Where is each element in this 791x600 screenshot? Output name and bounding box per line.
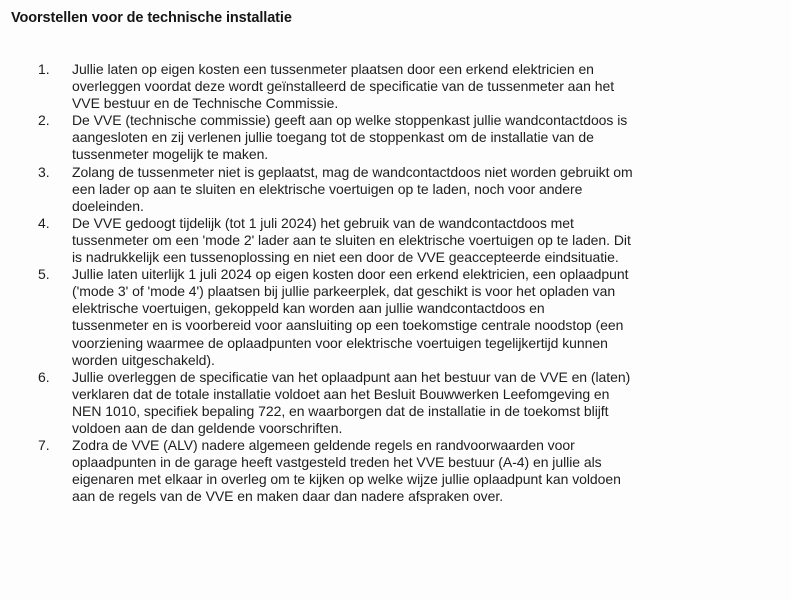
item-text-line: overleggen voordat deze wordt geïnstalleerd de specificatie van de tussenmeter aan het [72, 78, 615, 95]
item-text-line: NEN 1010, specifiek bepaling 722, en waarborgen dat de installatie in de toekomst blijft [72, 402, 609, 419]
item-text-line: aangesloten en zij verlenen jullie toegang tot de stoppenkast om de installatie van de [72, 129, 594, 146]
item-text-line: De VVE gedoogt tijdelijk (tot 1 juli 2024) het gebruik van de wandcontactdoos met [72, 214, 574, 231]
item-text-line: elektrische voertuigen, gekoppeld kan worden aan jullie wandcontactdoos en [72, 300, 545, 317]
item-number: 6. [38, 368, 50, 385]
item-text-line: een lader op aan te sluiten en elektrische voertuigen op te laden, noch voor andere [72, 180, 583, 197]
item-text-line: Jullie laten uiterlijk 1 juli 2024 op eigen kosten door een erkend elektricien, een oplaadpunt [72, 266, 629, 283]
item-number: 4. [38, 214, 50, 231]
item-text-line: tussenmeter mogelijk te maken. [72, 146, 269, 163]
list-item-7 [38, 437, 788, 505]
item-text-line: eigenaren met elkaar in overleg om te kijken op welke wijze jullie oplaadpunt kan voldoen [72, 471, 621, 488]
item-text-line: ('mode 3' of 'mode 4') plaatsen bij jullie parkeerplek, dat geschikt is voor het opladen van [72, 283, 616, 300]
item-text-line: voldoen aan de dan geldende voorschriften. [72, 419, 343, 436]
item-text-line: aan de regels van de VVE en maken daar dan nadere afspraken over. [72, 488, 504, 505]
item-text-line: is nadrukkelijk een tussenoplossing en niet een door de VVE geaccepteerde eindsituatie. [72, 249, 619, 266]
item-number: 3. [38, 163, 50, 180]
item-number: 2. [38, 112, 50, 129]
document-title: Voorstellen voor de technische installatie [11, 10, 292, 26]
item-text-line: verklaren dat de totale installatie voldoet aan het Besluit Bouwwerken Leefomgeving en [72, 385, 610, 402]
item-number: 7. [38, 437, 50, 454]
list-item-4 [38, 215, 788, 266]
item-text-line: tussenmeter om een 'mode 2' lader aan te sluiten en elektrische voertuigen op te laden. Dit [72, 231, 631, 248]
list-item-3 [38, 164, 788, 215]
list-item-1 [38, 61, 788, 112]
item-text-line: oplaadpunten in de garage heeft vastgesteld treden het VVE bestuur (A-4) en jullie als [72, 454, 602, 471]
item-text-line: tussenmeter en is voorbereid voor aansluiting op een toekomstige centrale noodstop (een [72, 317, 624, 334]
item-text-line: Zolang de tussenmeter niet is geplaatst, mag de wandcontactdoos niet worden gebruikt om [72, 163, 633, 180]
item-text-line: doeleinden. [72, 197, 144, 214]
list-item-5 [38, 266, 788, 369]
item-text-line: VVE bestuur en de Technische Commissie. [72, 95, 339, 112]
item-text-line: Zodra de VVE (ALV) nadere algemeen geldende regels en randvoorwaarden voor [72, 437, 575, 454]
list-item-6 [38, 369, 788, 437]
proposal-list [38, 61, 788, 505]
item-text-line: voorziening waarmee de oplaadpunten voor elektrische voertuigen tegelijkertijd kunnen [72, 334, 608, 351]
item-text-line: Jullie overleggen de specificatie van het oplaadpunt aan het bestuur van de VVE en (laten) [72, 368, 631, 385]
list-item-2 [38, 112, 788, 163]
item-number: 1. [38, 61, 50, 77]
item-number: 5. [38, 266, 50, 283]
item-text-line: De VVE (technische commissie) geeft aan op welke stoppenkast jullie wandcontactdoos is [72, 112, 628, 129]
item-text-line: worden uitgeschakeld). [72, 351, 215, 368]
item-text-line: Jullie laten op eigen kosten een tussenmeter plaatsen door een erkend elektricien en [72, 61, 594, 77]
